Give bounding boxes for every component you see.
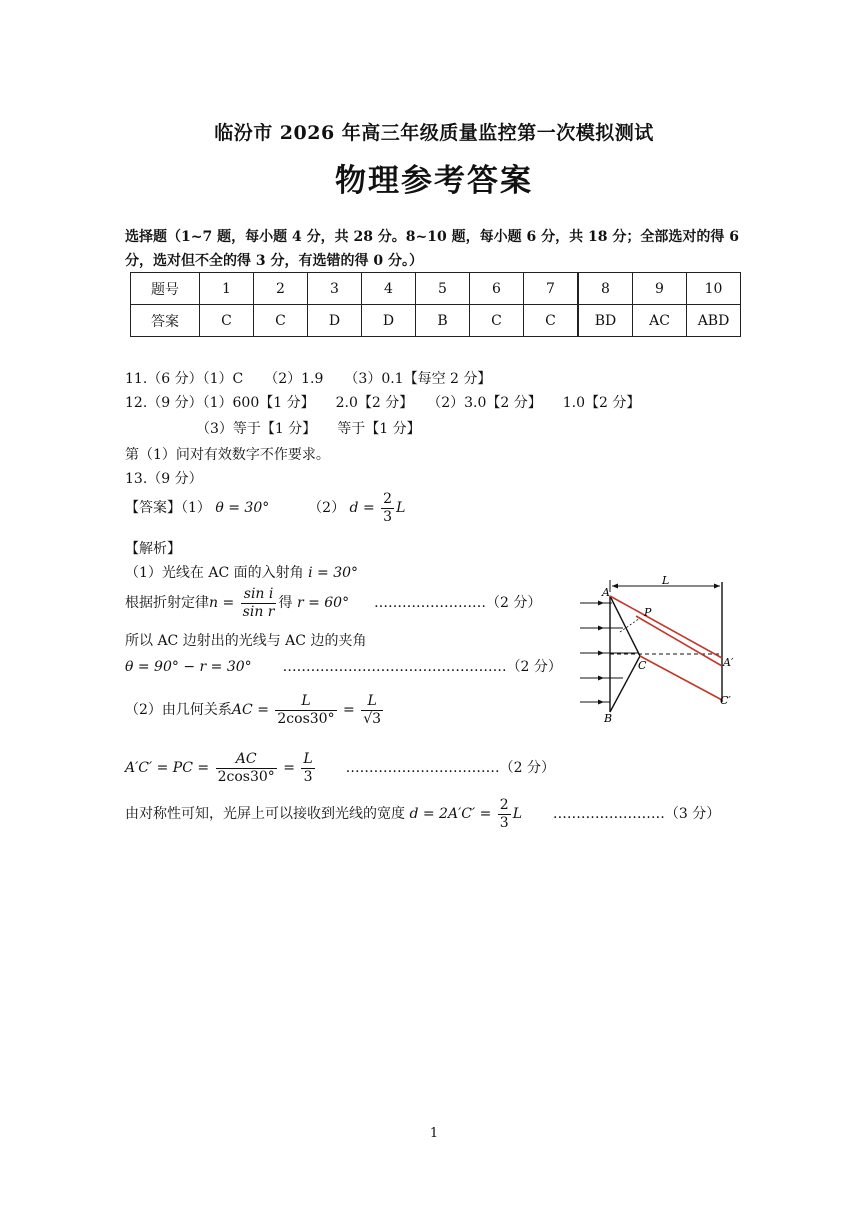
step-2-text: 根据折射定律 xyxy=(125,595,209,611)
solution-step-1 xyxy=(125,562,358,582)
dashed-construction-line xyxy=(620,618,640,632)
fraction-pc-1 xyxy=(216,751,277,786)
solution-step-2 xyxy=(125,584,541,622)
label-a: A xyxy=(602,586,610,599)
fraction-numerator: 2 xyxy=(383,490,393,507)
step-4-expression: θ = 90° − r = 30° xyxy=(125,659,252,675)
fraction-width xyxy=(498,797,511,832)
leader-dots: …………………………… xyxy=(345,760,500,776)
label-c-prime: C′ xyxy=(720,694,731,707)
question-number-cell: 9 xyxy=(633,273,687,305)
q11-answer: 11.（6 分）（1）C （2）1.9 （3）0.1【每空 2 分】 xyxy=(125,371,492,387)
question-number-cell: 7 xyxy=(524,273,579,305)
analysis-label: 【解析】 xyxy=(125,541,181,557)
q13-header: 13.（9 分） xyxy=(125,471,203,487)
leader-dots: ………………………………………… xyxy=(282,659,507,675)
incident-rays xyxy=(580,603,638,702)
question-number-cell: 5 xyxy=(416,273,470,305)
choice-intro-line-1: 选择题（1~7 题，每小题 4 分，共 28 分。8~10 题，每小题 6 分，共 18 分；全部选对的得 6 xyxy=(125,229,739,245)
fraction-denominator: 3 xyxy=(303,768,313,785)
q12-answer-line-1: 12.（9 分）（1）600【1 分】 2.0【2 分】 （2）3.0【2 分】 1.0【2 分】 xyxy=(125,395,641,411)
answer-2-prefix: （2） xyxy=(308,500,346,516)
refraction-fraction xyxy=(241,586,277,621)
leader-dots: …………………… xyxy=(552,806,665,822)
answer-1-prefix: （1） xyxy=(181,500,211,516)
solution-step-4 xyxy=(125,656,562,676)
answer-table xyxy=(130,272,741,337)
step-2-result: r = 60° xyxy=(296,595,350,611)
fraction-numerator: 2 xyxy=(499,796,509,813)
choice-intro-line-2: 分，选对但不全的得 3 分，有选错的得 0 分。） xyxy=(125,253,423,269)
arrow-left-icon xyxy=(612,584,618,589)
answer-cell: D xyxy=(362,305,416,337)
q12-answer-line-2: （3）等于【1 分】 等于【1 分】 xyxy=(196,421,421,437)
equals-sign: = xyxy=(283,760,295,776)
answer-label: 【答案】 xyxy=(125,500,181,516)
answer-cell: D xyxy=(308,305,362,337)
answer-cell: C xyxy=(200,305,254,337)
fraction-pc-2 xyxy=(301,751,314,786)
exam-title: 临汾市 2026 年高三年级质量监控第一次模拟测试 xyxy=(214,122,654,144)
question-number-cell: 2 xyxy=(254,273,308,305)
step-1-expression: i = 30° xyxy=(308,565,359,581)
row-label-number: 题号 xyxy=(131,273,200,305)
fraction-denominator: sin r xyxy=(242,603,275,620)
question-number-cell: 3 xyxy=(308,273,362,305)
equals-sign: = xyxy=(343,702,355,718)
step-5-lhs: AC = xyxy=(231,702,269,718)
table-row xyxy=(131,273,741,305)
label-a-prime: A′ xyxy=(723,656,734,669)
q13-answer-line xyxy=(125,490,405,526)
step-7-variable: L xyxy=(512,806,522,822)
answer-2-lhs: d = xyxy=(349,500,375,516)
label-p: P xyxy=(644,606,652,619)
solution-step-5 xyxy=(125,688,385,732)
fraction-denominator: √3 xyxy=(363,710,382,727)
fraction-numerator: L xyxy=(303,750,313,767)
question-number-cell: 8 xyxy=(578,273,633,305)
answer-cell: BD xyxy=(578,305,633,337)
step-1-text: （1）光线在 AC 面的入射角 xyxy=(125,565,304,581)
row-label-answer: 答案 xyxy=(131,305,200,337)
arrow-right-icon xyxy=(714,584,720,589)
answer-1-expression: θ = 30° xyxy=(215,500,270,516)
answer-cell: ABD xyxy=(687,305,741,337)
question-number-cell: 1 xyxy=(200,273,254,305)
score-label: （2 分） xyxy=(506,659,562,675)
answer-2-variable: L xyxy=(396,500,406,516)
answer-cell: B xyxy=(416,305,470,337)
fraction-numerator: sin i xyxy=(241,586,277,604)
label-l: L xyxy=(662,574,670,587)
step-7-lhs: d = 2A′C′ = xyxy=(409,806,492,822)
solution-step-6 xyxy=(125,746,555,790)
prism-edge-cb xyxy=(610,656,640,712)
step-2-connector: 得 xyxy=(278,595,293,611)
question-number-cell: 6 xyxy=(470,273,524,305)
score-label: （3 分） xyxy=(664,806,721,822)
leader-dots: …………………… xyxy=(373,595,486,611)
label-b: B xyxy=(604,712,613,724)
table-row xyxy=(131,305,741,337)
fraction-denominator: 2cos30° xyxy=(217,768,275,785)
fraction-denominator: 3 xyxy=(383,508,393,525)
step-5-text: （2）由几何关系 xyxy=(125,702,232,718)
answer-2-fraction xyxy=(381,491,394,526)
question-number-cell: 4 xyxy=(362,273,416,305)
question-number-cell: 10 xyxy=(687,273,741,305)
prism-optics-diagram xyxy=(574,574,754,724)
answer-cell: C xyxy=(470,305,524,337)
answer-cell: C xyxy=(524,305,579,337)
page-number: 1 xyxy=(429,1126,439,1141)
fraction-numerator: AC xyxy=(216,751,277,769)
fraction-ac-1 xyxy=(275,693,336,728)
document-title: 物理参考答案 xyxy=(335,163,533,199)
fraction-denominator: 2cos30° xyxy=(277,710,335,727)
solution-step-3: 所以 AC 边射出的光线与 AC 边的夹角 xyxy=(125,633,367,649)
step-2-lhs: n = xyxy=(209,595,235,611)
step-6-lhs: A′C′ = PC = xyxy=(125,760,210,776)
score-label: （2 分） xyxy=(485,595,542,611)
fraction-ac-2 xyxy=(361,693,383,728)
label-c: C xyxy=(638,659,647,672)
step-7-text: 由对称性可知，光屏上可以接收到光线的宽度 xyxy=(125,806,405,822)
answer-cell: AC xyxy=(633,305,687,337)
solution-step-7 xyxy=(125,792,720,836)
fraction-numerator: L xyxy=(361,693,383,711)
fraction-denominator: 3 xyxy=(499,814,509,831)
fraction-numerator: L xyxy=(275,693,336,711)
answer-cell: C xyxy=(254,305,308,337)
score-label: （2 分） xyxy=(499,760,555,776)
refracted-rays xyxy=(610,596,722,700)
q12-note: 第（1）问对有效数字不作要求。 xyxy=(125,447,330,463)
